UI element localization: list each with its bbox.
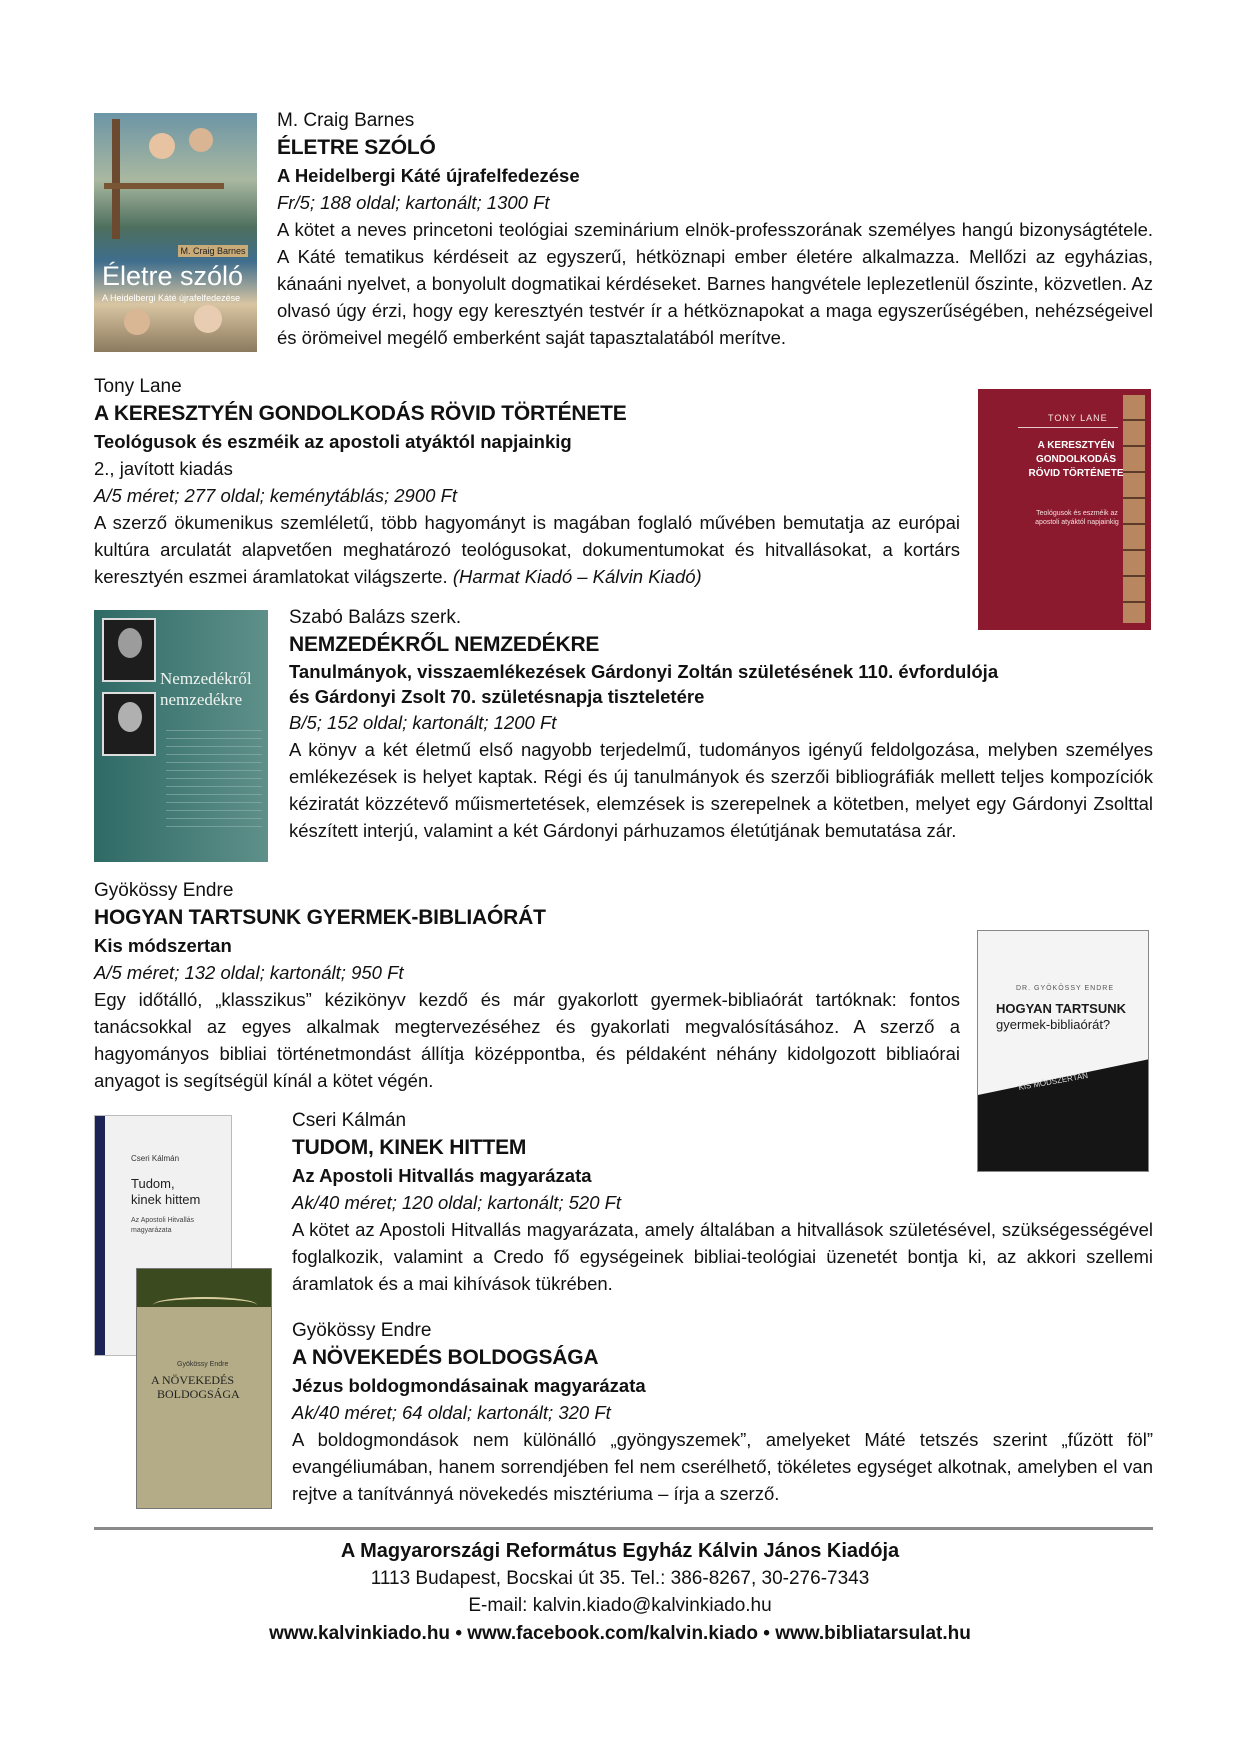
book-entry (292, 1107, 1153, 1297)
book-subtitle: Az Apostoli Hitvallás magyarázata (292, 1165, 592, 1186)
cover-title-line2: BOLDOGSÁGA (157, 1387, 240, 1401)
cover-title-line1: Tudom, (131, 1176, 175, 1191)
book-cover-tony-lane (978, 389, 1151, 630)
book-meta: A/5 méret; 277 oldal; keménytáblás; 2900 Ft (94, 485, 458, 506)
book-author: Gyökössy Endre (94, 880, 234, 901)
footer-rule (94, 1527, 1153, 1530)
book-description: A boldogmondások nem különálló „gyöngyszemek”, amelyeket Máté tetszés szerint „fűzött föl” evangéliumában, hanem sorrendjében fel nem cserélhető, tökéletes egységet alkotnak, amelyben el van rejtve a tanítvánnyá növekedés misztériuma – írja a szerző. (292, 1429, 1153, 1504)
cover-title: A KERESZTYÉN GONDOLKODÁS RÖVID TÖRTÉNETE (1028, 440, 1124, 479)
book-meta: Ak/40 méret; 64 oldal; kartonált; 320 Ft (292, 1402, 611, 1423)
book-author: Tony Lane (94, 376, 182, 397)
footer-separator: • (763, 1623, 770, 1644)
footer-email: E-mail: kalvin.kiado@kalvinkiado.hu (468, 1595, 772, 1616)
book-entry (277, 107, 1153, 351)
cover-subtitle: KIS MÓDSZERTAN (1017, 1070, 1089, 1093)
book-title: A NÖVEKEDÉS BOLDOGSÁGA (292, 1346, 599, 1369)
book-author: M. Craig Barnes (277, 110, 415, 131)
book-title: ÉLETRE SZÓLÓ (277, 136, 436, 159)
footer-link-bibliatarsulat[interactable]: www.bibliatarsulat.hu (775, 1623, 971, 1644)
footer-publisher: A Magyarországi Református Egyház Kálvin János Kiadója (340, 1540, 900, 1562)
footer-link-facebook[interactable]: www.facebook.com/kalvin.kiado (467, 1623, 758, 1644)
cover-title-line1: A NÖVEKEDÉS (151, 1373, 234, 1387)
book-meta: A/5 méret; 132 oldal; kartonált; 950 Ft (94, 962, 404, 983)
book-cover-eletre-szolo (94, 113, 257, 352)
book-author: Cseri Kálmán (292, 1110, 407, 1131)
footer-links (0, 1620, 1240, 1647)
book-author: Szabó Balázs szerk. (289, 607, 462, 628)
cover-subtitle: Teológusok és eszméik az apostoli atyáktól napjainkig (1035, 510, 1119, 526)
book-title: NEMZEDÉKRŐL NEMZEDÉKRE (289, 633, 600, 656)
cover-title: Nemzedékről nemzedékre (160, 669, 252, 709)
book-subtitle: Tanulmányok, visszaemlékezések Gárdonyi Zoltán születésének 110. évfordulója és Gárdonyi Zsolt 70. születésnapja tiszteletére (289, 661, 999, 707)
book-title: A KERESZTYÉN GONDOLKODÁS RÖVID TÖRTÉNETE (94, 402, 627, 425)
book-meta: Fr/5; 188 oldal; kartonált; 1300 Ft (277, 192, 550, 213)
book-entry (94, 373, 960, 590)
footer-separator: • (455, 1623, 462, 1644)
book-subtitle: A Heidelbergi Káté újrafelfedezése (277, 165, 580, 186)
book-entry (292, 1317, 1153, 1507)
cover-title-line1: HOGYAN TARTSUNK (996, 1001, 1127, 1016)
cover-author: M. Craig Barnes (178, 245, 248, 257)
book-description-text: A szerző ökumenikus szemléletű, több hagyományt is magában foglaló művében bemutatja az európai kultúra arculatát alapvetően meghatározó teológusokat, dokumentumokat és hitvallásokat, a kortárs keresztyén eszmei áramlatokat világszerte. (94, 512, 960, 587)
book-description: A könyv a két életmű első nagyobb terjedelmű, tudományos igényű feldolgozása, melyben személyes emlékezések is helyet kaptak. Régi és új tanulmányok és szerzői bibliográfiák mellett teljes kompozíciók kéziratát közzétevő műismertetések, elemzések is szerepelnek a kötetben, melyet egy Gárdonyi Zsolttal készített interjú, valamint a két Gárdonyi párhuzamos életútjának bemutatása zár. (289, 739, 1153, 841)
book-subtitle: Kis módszertan (94, 935, 232, 956)
book-description (94, 509, 960, 590)
book-title: TUDOM, KINEK HITTEM (292, 1136, 527, 1159)
book-subtitle: Teológusok és eszméik az apostoli atyáktól napjainkig (94, 431, 572, 452)
cover-subtitle: Az Apostoli Hitvallás magyarázata (131, 1217, 195, 1234)
cover-title-line2: gyermek-bibliaórát? (996, 1017, 1111, 1032)
book-meta: B/5; 152 oldal; kartonált; 1200 Ft (289, 712, 557, 733)
book-entry (289, 604, 1153, 844)
publisher-note: (Harmat Kiadó – Kálvin Kiadó) (452, 566, 702, 587)
footer-address: 1113 Budapest, Bocskai út 35. Tel.: 386-8267, 30-276-7343 (370, 1568, 870, 1589)
cover-author: DR. GYÖKÖSSY ENDRE (1016, 985, 1115, 992)
book-meta: Ak/40 méret; 120 oldal; kartonált; 520 Ft (292, 1192, 622, 1213)
book-description: Egy időtálló, „klasszikus” kézikönyv kezdő és már gyakorlott gyermek-bibliaórát tartóknak: fontos tanácsokkal az egyes alkalmak megtervezéséhez és gyakorlati megvalósításához. A szerző a hagyományos bibliai történetmondást állítja középpontba, és példaként néhány kidolgozott bibliaórai anyagot is segítségül kínál a kötet végén. (94, 989, 960, 1091)
book-description: A kötet a neves princetoni teológiai szeminárium elnök-professzorának személyes hangú bizonyságtétele. A Káté tematikus kérdéseit az egyszerű, hétköznapi ember életére alkalmazza. Mellőzi az egyházias, kánaáni nyelvet, a bonyolult dogmatikai kérdéseket. Barnes hangvétele leplezetlenül őszinte, közvetlen. Az olvasó úgy érzi, hogy egy keresztyén testvér ír a hétköznapokat a maga egyszerűségében, nehézségeivel és örömeivel megélő emberként saját tapasztalatából merítve. (277, 219, 1153, 348)
book-cover-novekedes-boldogsaga (136, 1268, 272, 1509)
book-cover-nemzedekrol (94, 610, 268, 862)
book-edition: 2., javított kiadás (94, 458, 233, 479)
footer-link-kalvinkiado[interactable]: www.kalvinkiado.hu (269, 1623, 451, 1644)
cover-title-line2: kinek hittem (131, 1192, 201, 1207)
cover-subtitle: A Heidelbergi Káté újrafelfedezése (102, 293, 241, 303)
cover-author: Gyökössy Endre (177, 1361, 229, 1368)
book-description: A kötet az Apostoli Hitvallás magyarázata, amely általában a hitvallások születésével, szükségességével foglalkozik, valamint a Credo fő egységeinek bibliai-teológiai üzenetét bontja ki, az akkori szellemi áramlatok és a mai kihívások tükrében. (292, 1219, 1153, 1294)
book-title: HOGYAN TARTSUNK GYERMEK-BIBLIAÓRÁT (94, 906, 546, 929)
cover-author: TONY LANE (1048, 413, 1108, 423)
book-entry (94, 877, 960, 1094)
book-author: Gyökössy Endre (292, 1320, 432, 1341)
book-subtitle: Jézus boldogmondásainak magyarázata (292, 1375, 646, 1396)
cover-title: Életre szóló (102, 261, 244, 291)
cover-author: Cseri Kálmán (131, 1154, 180, 1163)
